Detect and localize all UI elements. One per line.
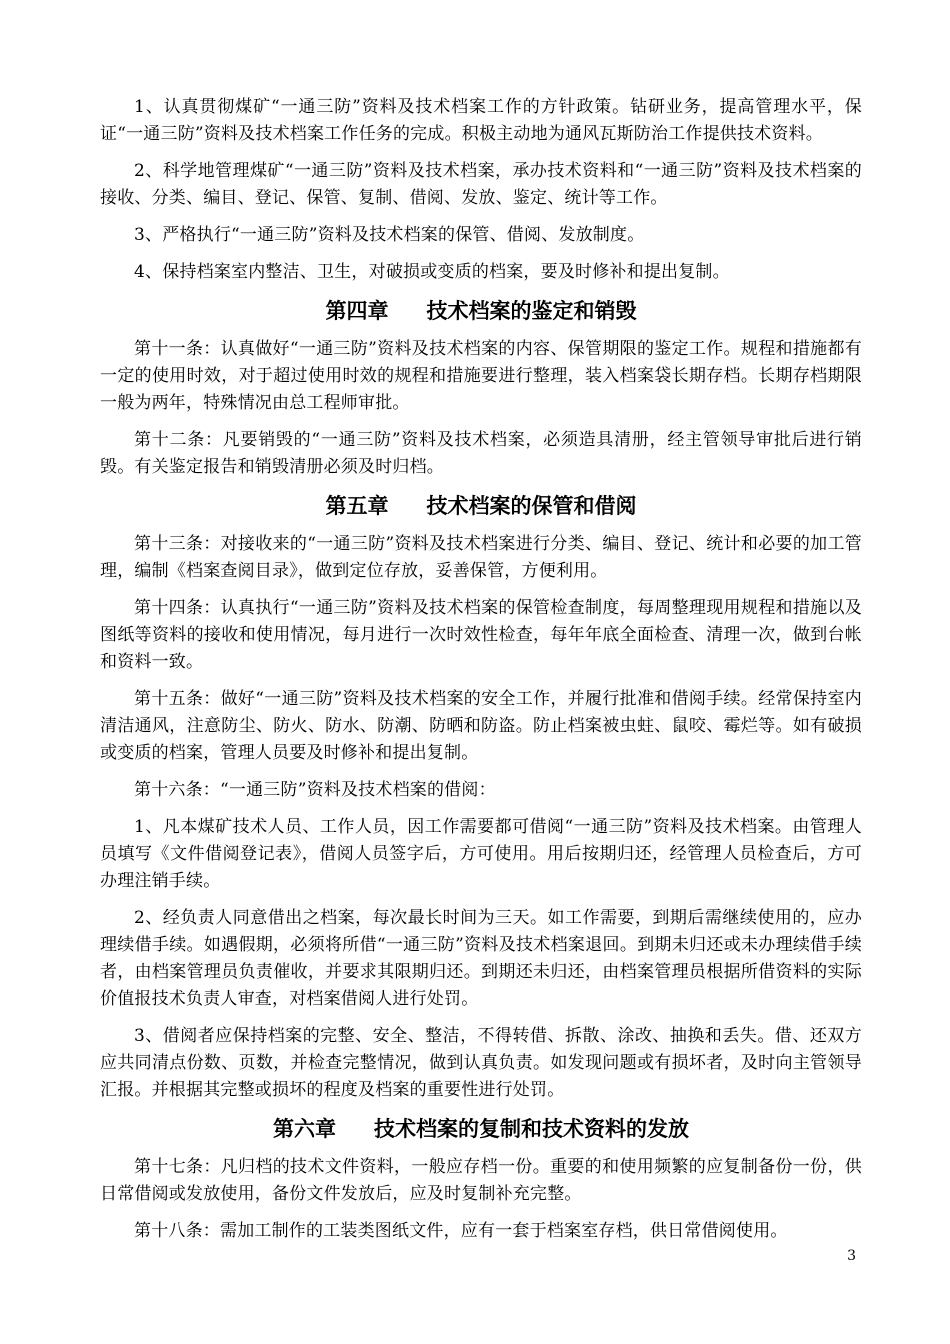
paragraph: 第十八条：需加工制作的工装类图纸文件，应有一套于档案室存档，供日常借阅使用。 [134, 1221, 788, 1241]
chapter-title: 技术档案的鉴定和销毁 [426, 299, 637, 323]
chapter-number: 第四章 [325, 299, 389, 323]
paragraph: 2、经负责人同意借出之档案，每次最长时间为三天。如工作需要，到期后需继续使用的，应办理续借手续。如遇假期，必须将所借“一通三防”资料及技术档案退回。到期未归还或未办理续借手续者，由档案管理员负责催收，并要求其限期归还。到期还未归还，由档案管理员根据所借资料的实际价值报技术负责人审查，对档案借阅人进行处罚。 [100, 908, 862, 1009]
chapter-heading-5 [100, 491, 862, 521]
page-number: 3 [847, 1248, 856, 1264]
chapter-heading-4 [100, 296, 862, 326]
paragraph: 3、借阅者应保持档案的完整、安全、整洁，不得转借、拆散、涂改、抽换和丢失。借、还双方应共同清点份数、页数，并检查完整情况，做到认真负责。如发现问题或有损坏者，及时向主管领导汇报。并根据其完整或损坏的程度及档案的重要性进行处罚。 [100, 1026, 862, 1100]
paragraph: 1、凡本煤矿技术人员、工作人员，因工作需要都可借阅“一通三防”资料及技术档案。由管理人员填写《文件借阅登记表》，借阅人员签字后，方可使用。用后按期归还，经管理人员检查后，方可办理注销手续。 [100, 817, 862, 891]
paragraph: 第十二条：凡要销毁的“一通三防”资料及技术档案，必须造具清册，经主管领导审批后进行销毁。有关鉴定报告和销毁清册必须及时归档。 [100, 430, 862, 477]
paragraph: 第十四条：认真执行“一通三防”资料及技术档案的保管检查制度，每周整理现用规程和措施以及图纸等资料的接收和使用情况，每月进行一次时效性检查，每年年底全面检查、清理一次，做到台帐和资料一致。 [100, 598, 862, 672]
paragraph: 第十一条：认真做好“一通三防”资料及技术档案的内容、保管期限的鉴定工作。规程和措施都有一定的使用时效，对于超过使用时效的规程和措施要进行整理，装入档案袋长期存档。长期存档期限一般为两年，特殊情况由总工程师审批。 [100, 339, 862, 413]
chapter-title: 技术档案的复制和技术资料的发放 [374, 1117, 689, 1141]
paragraph: 4、保持档案室内整洁、卫生，对破损或变质的档案，要及时修补和提出复制。 [134, 262, 730, 282]
paragraph: 1、认真贯彻煤矿“一通三防”资料及技术档案工作的方针政策。钻研业务，提高管理水平，保证“一通三防”资料及技术档案工作任务的完成。积极主动地为通风瓦斯防治工作提供技术资料。 [100, 97, 862, 144]
paragraph: 第十五条：做好“一通三防”资料及技术档案的安全工作，并履行批准和借阅手续。经常保持室内清洁通风，注意防尘、防火、防水、防潮、防晒和防盗。防止档案被虫蛀、鼠咬、霉烂等。如有破损或变质的档案，管理人员要及时修补和提出复制。 [100, 689, 862, 763]
document-page [100, 94, 862, 1255]
paragraph: 第十六条：“一通三防”资料及技术档案的借阅： [134, 780, 496, 800]
chapter-title: 技术档案的保管和借阅 [426, 494, 637, 518]
chapter-number: 第五章 [325, 494, 389, 518]
paragraph: 第十三条：对接收来的“一通三防”资料及技术档案进行分类、编目、登记、统计和必要的加工管理，编制《档案查阅目录》，做到定位存放，妥善保管，方便利用。 [100, 534, 862, 581]
chapter-number: 第六章 [273, 1117, 336, 1141]
paragraph: 第十七条：凡归档的技术文件资料，一般应存档一份。重要的和使用频繁的应复制备份一份，供日常借阅或发放使用，备份文件发放后，应及时复制补充完整。 [100, 1157, 862, 1204]
paragraph: 3、严格执行“一通三防”资料及技术档案的保管、借阅、发放制度。 [134, 225, 645, 245]
paragraph: 2、科学地管理煤矿“一通三防”资料及技术档案，承办技术资料和“一通三防”资料及技术档案的接收、分类、编目、登记、保管、复制、借阅、发放、鉴定、统计等工作。 [100, 161, 862, 208]
chapter-heading-6 [100, 1114, 862, 1144]
